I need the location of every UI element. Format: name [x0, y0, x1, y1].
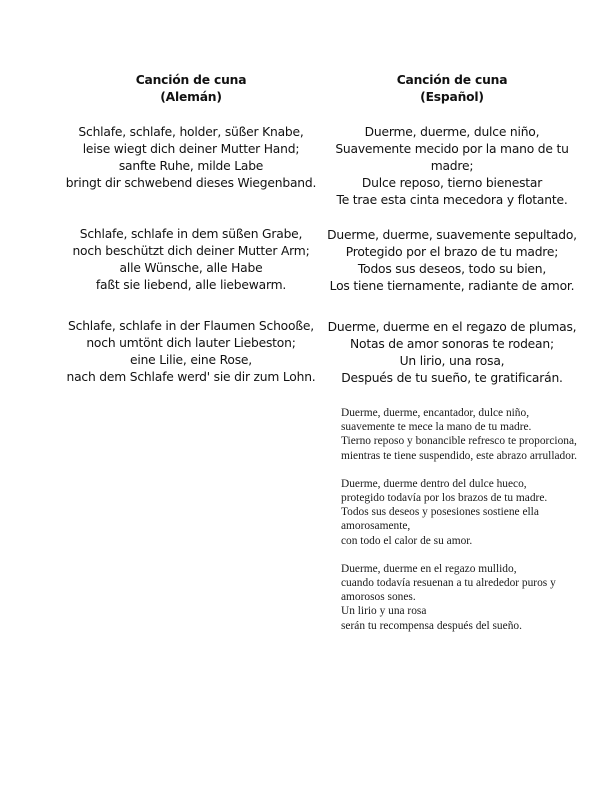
verse-line: Duerme, duerme, suavemente sepultado, [327, 228, 577, 242]
verse-line: protegido todavía por los brazos de tu madre. [341, 492, 548, 505]
alt-stanza-2 [341, 477, 581, 548]
verse-line: leise wiegt dich deiner Mutter Hand; [82, 142, 300, 156]
verse-line: Duerme, duerme en el regazo de plumas, [327, 320, 577, 334]
spanish-subtitle: (Español) [420, 90, 484, 104]
verse-line: Un lirio y una rosa [341, 605, 427, 618]
spanish-title: Canción de cuna [396, 73, 508, 87]
german-title: Canción de cuna [135, 73, 247, 87]
verse-line: noch umtönt dich lauter Liebeston; [86, 336, 296, 350]
spanish-column [322, 72, 582, 405]
verse-line: Todos sus deseos y posesiones sostiene ella amorosamente, [341, 506, 539, 533]
verse-line: faßt sie liebend, alle liebewarm. [95, 278, 287, 292]
spanish-stanza-3 [322, 319, 582, 387]
verse-line: noch beschützt dich deiner Mutter Arm; [72, 244, 310, 258]
german-stanza-1 [60, 124, 322, 192]
verse-line: Los tiene tiernamente, radiante de amor. [329, 279, 575, 293]
spanish-heading [322, 72, 582, 106]
verse-line: Tierno reposo y bonancible refresco te proporciona, [341, 435, 577, 448]
verse-line: mientras te tiene suspendido, este abrazo arrullador. [341, 449, 577, 462]
verse-line: Después de tu sueño, te gratificarán. [341, 371, 563, 385]
german-subtitle: (Alemán) [160, 90, 222, 104]
verse-line: sanfte Ruhe, milde Labe [118, 159, 264, 173]
verse-line: bringt dir schwebend dieses Wiegenband. [65, 176, 317, 190]
verse-line: eine Lilie, eine Rose, [130, 353, 252, 367]
verse-line: suavemente te mece la mano de tu madre. [341, 421, 532, 434]
verse-line: Schlafe, schlafe in dem süßen Grabe, [79, 227, 303, 241]
alternate-translation [341, 406, 581, 647]
verse-line: nach dem Schlafe werd' sie dir zum Lohn. [66, 370, 316, 384]
verse-line: con todo el calor de su amor. [341, 534, 473, 547]
verse-line: Notas de amor sonoras te rodean; [350, 337, 554, 351]
verse-line: Te trae esta cinta mecedora y flotante. [336, 193, 568, 207]
verse-line: Duerme, duerme, encantador, dulce niño, [341, 407, 530, 419]
verse-line: cuando todavía resuenan a tu alrededor puros y amorosos sones. [341, 577, 556, 604]
german-stanza-2 [60, 226, 322, 294]
spanish-stanza-1 [322, 124, 582, 209]
german-column [60, 72, 322, 404]
alt-stanza-3 [341, 562, 581, 633]
spanish-stanza-2 [322, 227, 582, 295]
german-heading [60, 72, 322, 106]
verse-line: Duerme, duerme en el regazo mullido, [341, 562, 517, 575]
verse-line: Un lirio, una rosa, [399, 354, 505, 368]
verse-line: Suavemente mecido por la mano de tu madre; [335, 142, 569, 173]
verse-line: Schlafe, schlafe in der Flaumen Schooße, [68, 319, 314, 333]
verse-line: serán tu recompensa después del sueño. [341, 619, 522, 632]
verse-line: Schlafe, schlafe, holder, süßer Knabe, [78, 125, 304, 139]
german-stanza-3 [60, 318, 322, 386]
verse-line: Dulce reposo, tierno bienestar [361, 176, 543, 190]
verse-line: Duerme, duerme dentro del dulce hueco, [341, 477, 527, 490]
verse-line: alle Wünsche, alle Habe [119, 261, 263, 275]
verse-line: Todos sus deseos, todo su bien, [357, 262, 547, 276]
alt-stanza-1 [341, 406, 581, 463]
verse-line: Duerme, duerme, dulce niño, [364, 125, 540, 139]
verse-line: Protegido por el brazo de tu madre; [345, 245, 559, 259]
